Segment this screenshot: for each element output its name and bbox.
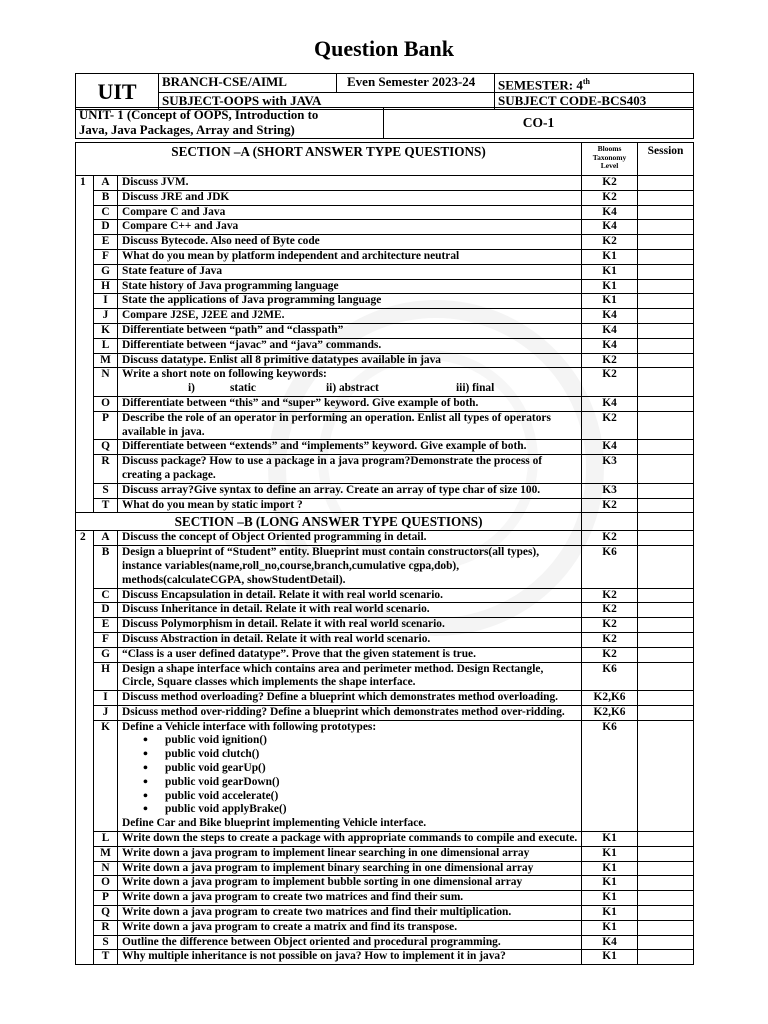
question-text: “Class is a user defined datatype”. Prove that the given statement is true. bbox=[118, 647, 582, 662]
question-row bbox=[76, 662, 694, 691]
question-number bbox=[76, 368, 94, 397]
session-cell bbox=[638, 691, 694, 706]
blooms-level: K1 bbox=[582, 891, 638, 906]
question-number bbox=[76, 618, 94, 633]
question-number bbox=[76, 832, 94, 847]
session-cell bbox=[638, 323, 694, 338]
question-text: Describe the role of an operator in performing an operation. Enlist all types of operators available in java. bbox=[118, 411, 582, 440]
question-text: Discuss Abstraction in detail. Relate it with real world scenario. bbox=[118, 632, 582, 647]
question-letter: F bbox=[94, 249, 118, 264]
question-row bbox=[76, 720, 694, 831]
question-number bbox=[76, 353, 94, 368]
page-title: Question Bank bbox=[314, 36, 454, 61]
question-text: Write down a java program to implement binary searching in one dimensional array bbox=[118, 861, 582, 876]
question-text: Design a blueprint of “Student” entity. Blueprint must contain constructors(all types), instance variables(name,roll_no,course,branch,cumulative cgpa,dob), methods(calculateCGPA, showStudentDetail). bbox=[118, 546, 582, 588]
branch-label: BRANCH-CSE/AIML bbox=[159, 74, 337, 93]
question-number bbox=[76, 235, 94, 250]
question-row bbox=[76, 279, 694, 294]
question-number bbox=[76, 220, 94, 235]
question-letter: K bbox=[94, 720, 118, 831]
session-cell bbox=[638, 720, 694, 831]
question-number: 2 bbox=[76, 531, 94, 546]
blooms-level: K4 bbox=[582, 220, 638, 235]
institute-name: UIT bbox=[76, 74, 159, 110]
course-outcome: CO-1 bbox=[384, 108, 694, 139]
question-number bbox=[76, 338, 94, 353]
session-cell bbox=[638, 220, 694, 235]
session-cell bbox=[638, 920, 694, 935]
question-row bbox=[76, 861, 694, 876]
question-table bbox=[75, 142, 694, 965]
question-text: Compare C and Java bbox=[118, 205, 582, 220]
question-number bbox=[76, 935, 94, 950]
session-cell bbox=[638, 861, 694, 876]
blooms-level: K2,K6 bbox=[582, 705, 638, 720]
blooms-level: K2 bbox=[582, 618, 638, 633]
question-row bbox=[76, 691, 694, 706]
question-row bbox=[76, 603, 694, 618]
question-row bbox=[76, 309, 694, 324]
question-number bbox=[76, 205, 94, 220]
blooms-level: K1 bbox=[582, 264, 638, 279]
blooms-level: K1 bbox=[582, 846, 638, 861]
question-text: Dsicuss method over-ridding? Define a blueprint which demonstrates method over-ridding. bbox=[118, 705, 582, 720]
question-text: Discuss package? How to use a package in a java program?Demonstrate the process of creating a package. bbox=[118, 455, 582, 484]
question-row bbox=[76, 705, 694, 720]
session-cell bbox=[638, 279, 694, 294]
question-text: State the applications of Java programming language bbox=[118, 294, 582, 309]
blooms-level: K4 bbox=[582, 396, 638, 411]
question-letter: Q bbox=[94, 440, 118, 455]
question-number bbox=[76, 309, 94, 324]
question-number bbox=[76, 483, 94, 498]
blooms-level: K2 bbox=[582, 235, 638, 250]
question-row bbox=[76, 249, 694, 264]
question-number bbox=[76, 861, 94, 876]
blooms-level: K4 bbox=[582, 935, 638, 950]
session-cell bbox=[638, 588, 694, 603]
blooms-level: K1 bbox=[582, 861, 638, 876]
question-letter: D bbox=[94, 220, 118, 235]
session-cell bbox=[638, 906, 694, 921]
section-b-title: SECTION –B (LONG ANSWER TYPE QUESTIONS) bbox=[76, 513, 582, 531]
question-letter: R bbox=[94, 455, 118, 484]
question-text: Discuss Encapsulation in detail. Relate it with real world scenario. bbox=[118, 588, 582, 603]
blooms-level: K2 bbox=[582, 498, 638, 513]
question-number bbox=[76, 876, 94, 891]
question-number bbox=[76, 647, 94, 662]
question-letter: T bbox=[94, 498, 118, 513]
question-number bbox=[76, 455, 94, 484]
session-cell bbox=[638, 950, 694, 965]
question-row bbox=[76, 323, 694, 338]
question-row bbox=[76, 190, 694, 205]
blooms-header: Blooms Taxonomy Level bbox=[582, 143, 638, 176]
question-row bbox=[76, 353, 694, 368]
session-header: Session bbox=[638, 143, 694, 176]
blooms-level: K3 bbox=[582, 483, 638, 498]
question-row bbox=[76, 846, 694, 861]
question-letter: F bbox=[94, 632, 118, 647]
question-row bbox=[76, 647, 694, 662]
question-letter: C bbox=[94, 588, 118, 603]
session-cell bbox=[638, 546, 694, 588]
question-letter: E bbox=[94, 618, 118, 633]
blooms-cell-empty bbox=[582, 513, 638, 531]
question-row bbox=[76, 588, 694, 603]
blooms-level: K4 bbox=[582, 338, 638, 353]
session-cell bbox=[638, 396, 694, 411]
question-text: Discuss the concept of Object Oriented programming in detail. bbox=[118, 531, 582, 546]
question-text: Write down a java program to create a matrix and find its transpose. bbox=[118, 920, 582, 935]
question-row bbox=[76, 935, 694, 950]
blooms-level: K6 bbox=[582, 662, 638, 691]
blooms-level: K2 bbox=[582, 411, 638, 440]
session-cell bbox=[638, 294, 694, 309]
question-row bbox=[76, 235, 694, 250]
question-row bbox=[76, 396, 694, 411]
question-number bbox=[76, 906, 94, 921]
session-cell bbox=[638, 632, 694, 647]
session-cell bbox=[638, 368, 694, 397]
question-row bbox=[76, 546, 694, 588]
blooms-level: K2 bbox=[582, 603, 638, 618]
session-cell bbox=[638, 603, 694, 618]
question-row bbox=[76, 455, 694, 484]
question-letter: A bbox=[94, 531, 118, 546]
session-cell bbox=[638, 176, 694, 191]
question-letter: J bbox=[94, 309, 118, 324]
question-number bbox=[76, 546, 94, 588]
question-row bbox=[76, 264, 694, 279]
question-letter: H bbox=[94, 279, 118, 294]
blooms-level: K1 bbox=[582, 876, 638, 891]
blooms-level: K3 bbox=[582, 455, 638, 484]
question-number bbox=[76, 498, 94, 513]
question-number bbox=[76, 705, 94, 720]
question-number bbox=[76, 603, 94, 618]
question-row bbox=[76, 876, 694, 891]
question-text: Write down a java program to create two matrices and find their sum. bbox=[118, 891, 582, 906]
question-letter: H bbox=[94, 662, 118, 691]
question-letter: O bbox=[94, 396, 118, 411]
blooms-level: K1 bbox=[582, 832, 638, 847]
question-row bbox=[76, 220, 694, 235]
question-text: Discuss JVM. bbox=[118, 176, 582, 191]
question-text: Discuss Bytecode. Also need of Byte code bbox=[118, 235, 582, 250]
question-number bbox=[76, 691, 94, 706]
question-text: Discuss array?Give syntax to define an array. Create an array of type char of size 100. bbox=[118, 483, 582, 498]
session-cell bbox=[638, 338, 694, 353]
question-letter: C bbox=[94, 205, 118, 220]
header-table bbox=[75, 73, 694, 110]
blooms-level: K2 bbox=[582, 353, 638, 368]
question-number bbox=[76, 846, 94, 861]
session-cell bbox=[638, 205, 694, 220]
section-b-header-row bbox=[76, 513, 694, 531]
question-text: What do you mean by platform independent and architecture neutral bbox=[118, 249, 582, 264]
question-number bbox=[76, 190, 94, 205]
question-number bbox=[76, 264, 94, 279]
question-row bbox=[76, 411, 694, 440]
session-cell bbox=[638, 411, 694, 440]
question-letter: A bbox=[94, 176, 118, 191]
question-letter: Q bbox=[94, 906, 118, 921]
question-letter: M bbox=[94, 353, 118, 368]
question-letter: L bbox=[94, 338, 118, 353]
question-letter: E bbox=[94, 235, 118, 250]
blooms-level: K2 bbox=[582, 176, 638, 191]
subject-label: SUBJECT-OOPS with JAVA bbox=[159, 93, 495, 110]
semester-label: SEMESTER: 4th bbox=[495, 74, 694, 93]
blooms-level: K2 bbox=[582, 531, 638, 546]
session-cell bbox=[638, 249, 694, 264]
session-cell bbox=[638, 618, 694, 633]
question-letter: S bbox=[94, 935, 118, 950]
blooms-level: K2 bbox=[582, 647, 638, 662]
section-a-header-row bbox=[76, 143, 694, 176]
question-number bbox=[76, 294, 94, 309]
blooms-level: K4 bbox=[582, 440, 638, 455]
blooms-level: K4 bbox=[582, 323, 638, 338]
session-cell bbox=[638, 647, 694, 662]
session-cell bbox=[638, 531, 694, 546]
unit-title: UNIT- 1 (Concept of OOPS, Introduction to Java, Java Packages, Array and String) bbox=[76, 108, 384, 139]
question-number bbox=[76, 440, 94, 455]
question-letter: I bbox=[94, 294, 118, 309]
question-letter: L bbox=[94, 832, 118, 847]
section-a-title: SECTION –A (SHORT ANSWER TYPE QUESTIONS) bbox=[76, 143, 582, 176]
question-text: Discuss datatype. Enlist all 8 primitive datatypes available in java bbox=[118, 353, 582, 368]
session-cell bbox=[638, 235, 694, 250]
question-row bbox=[76, 205, 694, 220]
question-letter: N bbox=[94, 368, 118, 397]
session-cell bbox=[638, 832, 694, 847]
blooms-level: K4 bbox=[582, 309, 638, 324]
question-row bbox=[76, 294, 694, 309]
session-cell bbox=[638, 876, 694, 891]
blooms-level: K2,K6 bbox=[582, 691, 638, 706]
question-row bbox=[76, 531, 694, 546]
question-text: Write a short note on following keywords: i) static ii) abstract iii) final bbox=[118, 368, 582, 397]
question-number bbox=[76, 411, 94, 440]
unit-table bbox=[75, 107, 694, 139]
question-row bbox=[76, 950, 694, 965]
question-row bbox=[76, 440, 694, 455]
question-text: Compare C++ and Java bbox=[118, 220, 582, 235]
session-cell bbox=[638, 440, 694, 455]
semester-period: Even Semester 2023-24 bbox=[337, 74, 495, 93]
session-cell bbox=[638, 935, 694, 950]
question-row bbox=[76, 891, 694, 906]
blooms-level: K1 bbox=[582, 279, 638, 294]
question-text: Outline the difference between Object oriented and procedural programming. bbox=[118, 935, 582, 950]
question-letter: B bbox=[94, 190, 118, 205]
question-row bbox=[76, 176, 694, 191]
blooms-level: K6 bbox=[582, 720, 638, 831]
question-text: Write down a java program to create two matrices and find their multiplication. bbox=[118, 906, 582, 921]
question-number bbox=[76, 632, 94, 647]
question-letter: S bbox=[94, 483, 118, 498]
question-text: Write down a java program to implement linear searching in one dimensional array bbox=[118, 846, 582, 861]
session-cell bbox=[638, 662, 694, 691]
question-text: Differentiate between “this” and “super” keyword. Give example of both. bbox=[118, 396, 582, 411]
question-row bbox=[76, 368, 694, 397]
question-text: Discuss method overloading? Define a blueprint which demonstrates method overloading. bbox=[118, 691, 582, 706]
question-text: Discuss Inheritance in detail. Relate it with real world scenario. bbox=[118, 603, 582, 618]
session-cell-empty bbox=[638, 513, 694, 531]
question-letter: N bbox=[94, 861, 118, 876]
question-row bbox=[76, 632, 694, 647]
question-number bbox=[76, 323, 94, 338]
blooms-level: K2 bbox=[582, 632, 638, 647]
session-cell bbox=[638, 455, 694, 484]
question-row bbox=[76, 832, 694, 847]
blooms-level: K6 bbox=[582, 546, 638, 588]
question-number bbox=[76, 588, 94, 603]
question-letter: P bbox=[94, 411, 118, 440]
question-text: Discuss JRE and JDK bbox=[118, 190, 582, 205]
blooms-level: K2 bbox=[582, 190, 638, 205]
session-cell bbox=[638, 190, 694, 205]
blooms-level: K4 bbox=[582, 205, 638, 220]
blooms-level: K1 bbox=[582, 249, 638, 264]
question-letter: J bbox=[94, 705, 118, 720]
question-letter: K bbox=[94, 323, 118, 338]
question-row bbox=[76, 618, 694, 633]
question-row bbox=[76, 920, 694, 935]
question-letter: I bbox=[94, 691, 118, 706]
blooms-level: K2 bbox=[582, 368, 638, 397]
question-number bbox=[76, 279, 94, 294]
question-text: State history of Java programming language bbox=[118, 279, 582, 294]
session-cell bbox=[638, 846, 694, 861]
blooms-level: K1 bbox=[582, 294, 638, 309]
subject-code: SUBJECT CODE-BCS403 bbox=[495, 93, 694, 110]
question-text: Compare J2SE, J2EE and J2ME. bbox=[118, 309, 582, 324]
question-letter: O bbox=[94, 876, 118, 891]
question-number bbox=[76, 920, 94, 935]
blooms-level: K1 bbox=[582, 906, 638, 921]
question-letter: P bbox=[94, 891, 118, 906]
session-cell bbox=[638, 483, 694, 498]
question-letter: M bbox=[94, 846, 118, 861]
question-text: Differentiate between “extends” and “implements” keyword. Give example of both. bbox=[118, 440, 582, 455]
question-text: What do you mean by static import ? bbox=[118, 498, 582, 513]
question-text: Differentiate between “javac” and “java” commands. bbox=[118, 338, 582, 353]
question-letter: G bbox=[94, 647, 118, 662]
question-letter: T bbox=[94, 950, 118, 965]
question-row bbox=[76, 498, 694, 513]
question-number: 1 bbox=[76, 176, 94, 191]
session-cell bbox=[638, 891, 694, 906]
prototype-list: • public void ignition() • public void clutch() • public void gearUp() • public void gearDown() • public void accelerate() • public void applyBrake() bbox=[122, 734, 578, 817]
question-text: Define a Vehicle interface with following prototypes: • public void ignition() • public void clutch() • public void gearUp() • public void gearDown() • public void accelerate() • public void applyBrake() Define Car and Bike blueprint implementing Vehicle interface. bbox=[118, 720, 582, 831]
session-cell bbox=[638, 309, 694, 324]
question-number bbox=[76, 396, 94, 411]
question-text: Discuss Polymorphism in detail. Relate it with real world scenario. bbox=[118, 618, 582, 633]
question-letter: R bbox=[94, 920, 118, 935]
session-cell bbox=[638, 498, 694, 513]
blooms-level: K1 bbox=[582, 920, 638, 935]
question-text: State feature of Java bbox=[118, 264, 582, 279]
question-letter: D bbox=[94, 603, 118, 618]
question-text: Write down the steps to create a package with appropriate commands to compile and execute. bbox=[118, 832, 582, 847]
session-cell bbox=[638, 264, 694, 279]
blooms-level: K1 bbox=[582, 950, 638, 965]
blooms-level: K2 bbox=[582, 588, 638, 603]
question-number bbox=[76, 249, 94, 264]
question-text: Differentiate between “path” and “classpath” bbox=[118, 323, 582, 338]
question-text: Why multiple inheritance is not possible on java? How to implement it in java? bbox=[118, 950, 582, 965]
question-row bbox=[76, 483, 694, 498]
question-letter: G bbox=[94, 264, 118, 279]
keyword-list: i) static ii) abstract iii) final bbox=[188, 382, 495, 395]
question-letter: B bbox=[94, 546, 118, 588]
session-cell bbox=[638, 705, 694, 720]
question-number bbox=[76, 950, 94, 965]
question-row bbox=[76, 338, 694, 353]
question-text: Write down a java program to implement bubble sorting in one dimensional array bbox=[118, 876, 582, 891]
question-row bbox=[76, 906, 694, 921]
question-text: Design a shape interface which contains area and perimeter method. Design Rectangle, Circle, Square classes which implements the shape interface. bbox=[118, 662, 582, 691]
question-number bbox=[76, 720, 94, 831]
session-cell bbox=[638, 353, 694, 368]
question-number bbox=[76, 662, 94, 691]
question-number bbox=[76, 891, 94, 906]
